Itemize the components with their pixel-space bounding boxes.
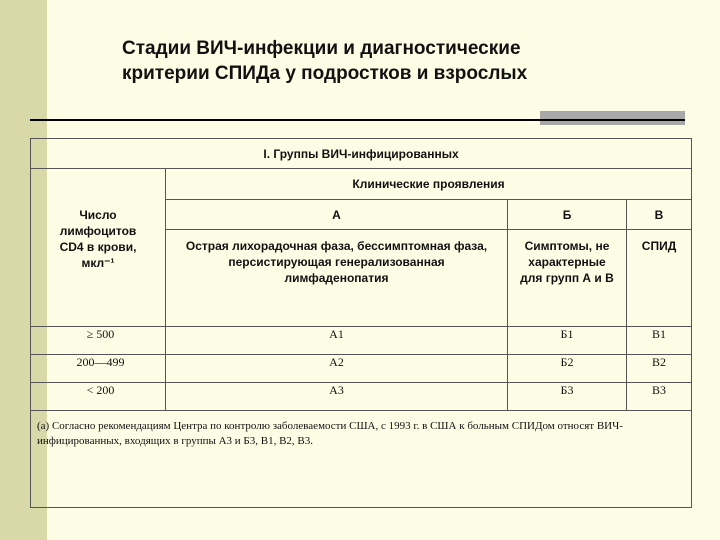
header-rule [30,119,685,121]
cd4-value: ≥ 500 [31,327,166,355]
cell-b: Б2 [508,355,627,383]
footnote: (а) Согласно рекомендациям Центра по контролю заболеваемости США, с 1993 г. в США к больным СПИДом относят ВИЧ-инфицированных, входящих в группы А3 и Б3, В1, В2, В3. [31,411,692,508]
column-letter-a: А [166,200,508,230]
page-title [122,36,642,86]
cd4-label-cell [31,169,166,327]
cd4-label: Число лимфоцитов CD4 в крови, мкл⁻¹ [59,208,137,270]
description-c-text: СПИД [641,239,677,253]
column-description-b [508,230,627,327]
cell-b: Б1 [508,327,627,355]
cell-b: Б3 [508,383,627,411]
table-row [31,327,692,355]
header-grey-block [540,111,685,125]
cell-a: А3 [166,383,508,411]
description-b-text: Симптомы, не характерные для групп А и В [520,239,614,285]
column-description-a [166,230,508,327]
group-header: I. Группы ВИЧ-инфицированных [31,139,692,169]
table-row [31,383,692,411]
cell-a: А2 [166,355,508,383]
hiv-stages-table [30,138,692,508]
clinical-header: Клинические проявления [166,169,692,200]
column-letter-b: Б [508,200,627,230]
column-letter-c: В [627,200,692,230]
table-row [31,355,692,383]
cell-a: А1 [166,327,508,355]
cell-c: В2 [627,355,692,383]
column-description-c [627,230,692,327]
cell-c: В1 [627,327,692,355]
cd4-value: < 200 [31,383,166,411]
description-a-text: Острая лихорадочная фаза, бессимптомная фаза, персистирующая генерализованная лимфаденопатия [185,239,488,285]
cd4-value: 200—499 [31,355,166,383]
title-line-2: критерии СПИДа у подростков и взрослых [122,63,528,84]
cell-c: В3 [627,383,692,411]
title-line-1: Стадии ВИЧ-инфекции и диагностические [122,38,521,59]
